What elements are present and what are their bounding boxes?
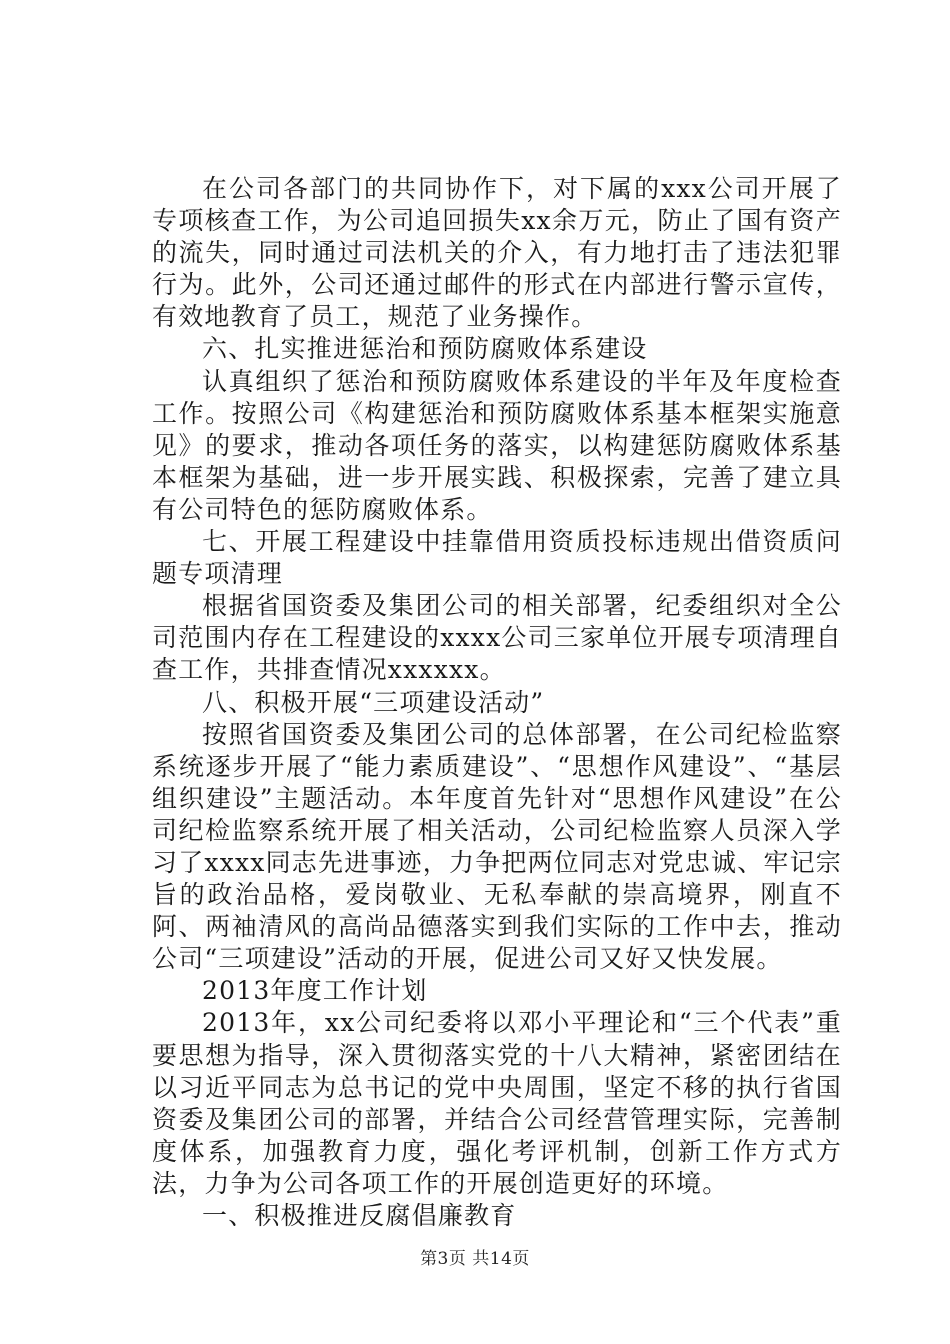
paragraph-special-audit: 在公司各部门的共同协作下，对下属的xxx公司开展了专项核查工作，为公司追回损失xx余万元，防止了国有资产的流失，同时通过司法机关的介入，有力地打击了违法犯罪行为。此外，公司还通过邮件的形式在内部进行警示宣传，有效地教育了员工，规范了业务操作。 (152, 174, 842, 332)
paragraph-three-constructions: 按照省国资委及集团公司的总体部署，在公司纪检监察系统逐步开展了“能力素质建设”、“思想作风建设”、“基层组织建设”主题活动。本年度首先针对“思想作风建设”在公司纪检监察系统开展了相关活动，公司纪检监察人员深入学习了xxxx同志先进事迹，力争把两位同志对党忠诚、牢记宗旨的政治品格，爱岗敬业、无私奉献的崇高境界，刚直不阿、两袖清风的高尚品德落实到我们实际的工作中去，推动公司“三项建设”活动的开展，促进公司又好又快发展。 (152, 719, 842, 974)
document-body (152, 173, 842, 1232)
heading-section-seven: 七、开展工程建设中挂靠借用资质投标违规出借资质问题专项清理 (152, 527, 842, 589)
paragraph-anti-corruption-system: 认真组织了惩治和预防腐败体系建设的半年及年度检查工作。按照公司《构建惩治和预防腐败体系基本框架实施意见》的要求，推动各项任务的落实，以构建惩防腐败体系基本框架为基础，进一步开展实践、积极探索，完善了建立具有公司特色的惩防腐败体系。 (152, 366, 842, 524)
page-number-footer: 第3页 共14页 (420, 1249, 530, 1269)
heading-section-eight: 八、积极开展“三项建设活动” (202, 687, 545, 717)
paragraph-work-plan-intro: 2013年，xx公司纪委将以邓小平理论和“三个代表”重要思想为指导，深入贯彻落实党的十八大精神，紧密团结在以习近平同志为总书记的党中央周围，坚定不移的执行省国资委及集团公司的部署，并结合公司经营管理实际，完善制度体系，加强教育力度，强化考评机制，创新工作方式方法，力争为公司各项工作的开展创造更好的环境。 (152, 1008, 842, 1198)
heading-plan-item-one: 一、积极推进反腐倡廉教育 (202, 1201, 517, 1230)
paragraph-qualification-cleanup: 根据省国资委及集团公司的相关部署，纪委组织对全公司范围内存在工程建设的xxxx公司三家单位开展专项清理自查工作，共排查情况xxxxxx。 (152, 591, 842, 685)
heading-work-plan: 2013年度工作计划 (202, 976, 428, 1006)
heading-section-six: 六、扎实推进惩治和预防腐败体系建设 (202, 334, 648, 364)
